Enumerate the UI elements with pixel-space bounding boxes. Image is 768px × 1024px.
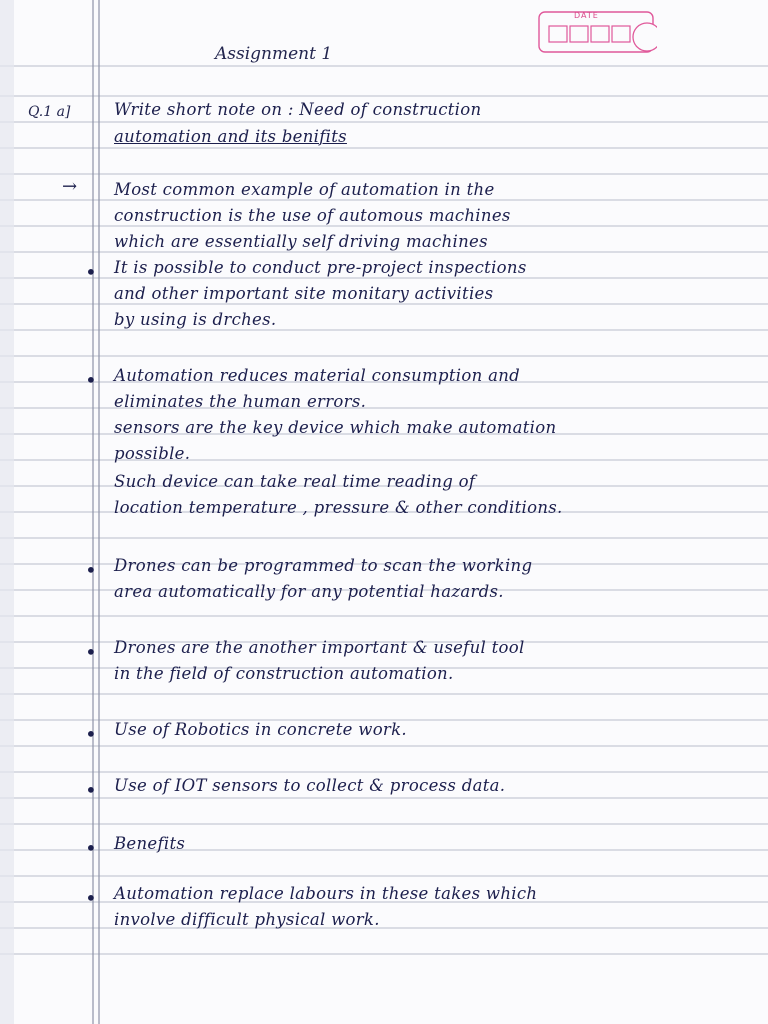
answer-line: eliminates the human errors. — [114, 392, 367, 411]
answer-line: Automation replace labours in these takes which — [114, 884, 538, 903]
date-label: DATE — [574, 11, 599, 20]
page-title: Assignment 1 — [215, 44, 333, 64]
date-stamp — [537, 10, 657, 55]
answer-line: by using is drches. — [114, 310, 277, 329]
answer-line: area automatically for any potential hazards. — [114, 582, 504, 601]
bullet-icon: • — [85, 778, 97, 802]
answer-line: and other important site monitary activities — [114, 284, 494, 303]
answer-line: Automation reduces material consumption and — [114, 366, 521, 385]
answer-line: sensors are the key device which make automation — [114, 418, 557, 437]
answer-line: Most common example of automation in the — [114, 180, 495, 199]
answer-line: involve difficult physical work. — [114, 910, 380, 929]
bullet-icon: • — [85, 886, 97, 910]
answer-line: It is possible to conduct pre-project inspections — [114, 258, 527, 277]
answer-line: location temperature , pressure & other conditions. — [114, 498, 563, 517]
answer-line: in the field of construction automation. — [114, 664, 454, 683]
answer-line: Drones are the another important & useful tool — [114, 638, 525, 657]
benefits-heading: Benefits — [114, 834, 186, 853]
answer-line: Such device can take real time reading of — [114, 472, 476, 491]
answer-line: Drones can be programmed to scan the working — [114, 556, 533, 575]
question-number: Q.1 a] — [28, 104, 71, 120]
bullet-icon: • — [85, 640, 97, 664]
bullet-icon: • — [85, 558, 97, 582]
bullet-icon: • — [85, 722, 97, 746]
answer-line: Use of Robotics in concrete work. — [114, 720, 407, 739]
answer-line: possible. — [114, 444, 191, 463]
question-line: Write short note on : Need of construction — [114, 100, 482, 119]
answer-line: Use of IOT sensors to collect & process data. — [114, 776, 506, 795]
bullet-icon: • — [85, 368, 97, 392]
bullet-icon: • — [85, 260, 97, 284]
bullet-icon: • — [85, 836, 97, 860]
answer-line: construction is the use of automous machines — [114, 206, 511, 225]
arrow-icon: → — [62, 176, 78, 197]
question-line: automation and its benifits — [114, 127, 347, 146]
answer-line: which are essentially self driving machines — [114, 232, 488, 251]
